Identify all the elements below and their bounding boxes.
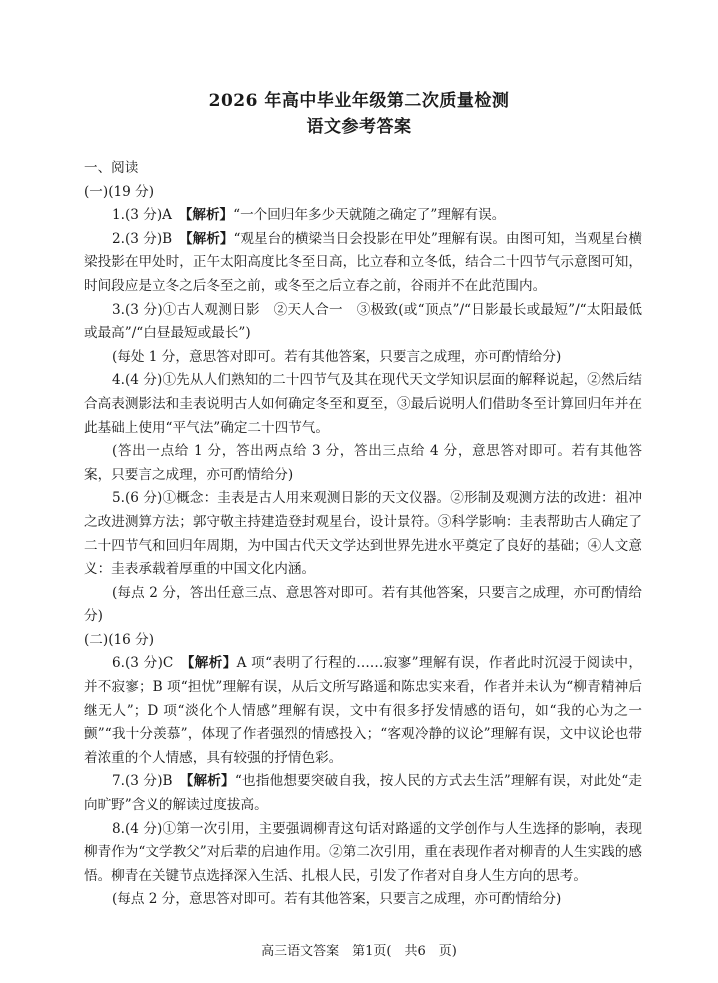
answer-q5: 5.(6 分)①概念：圭表是古人用来观测日影的天文仪器。②形制及观测方法的改进：祖冲之改进测算方法；郭守敬主持建造登封观星台，设计景符。③科学影响：圭表帮助古人确定了二十四节气和回归年周期，为中国古代天文学达到世界先进水平奠定了良好的基础；④人文意义：圭表承载着厚重的中国文化内涵。 [84,490,642,578]
answer-q4: 4.(4 分)①先从人们熟知的二十四节气及其在现代天文学知识层面的解释说起，②然后结合高表测影法和圭表说明古人如何确定冬至和夏至，③最后说明人们借助冬至计算回归年并在此基础上使用“平气法”确定二十四节气。 [84,372,642,436]
document-title: 2026 年高中毕业年级第二次质量检测 [208,91,510,111]
scoring-note-q8: (每点 2 分，意思答对即可。若有其他答案，只要言之成理，亦可酌情给分) [112,891,562,908]
section-reading: 一、阅读 [84,160,139,176]
answer-q6: 6.(3 分)C 【解析】A 项“表明了行程的……寂寥”理解有误，作者此时沉浸于阅读中，并不寂寥；B 项“担忧”理解有误，从后文所写路遥和陈忠实来看，作者并未认为“柳青精神后继无人”；D 项“淡化个人情感”理解有误，文中有很多抒发情感的语句，如“我的心为之一颤”“我十分羡慕”，体现了作者强烈的情感投入；“客观冷静的议论”理解有误，文中议论也带着浓重的个人情感，具有较强的抒情色彩。 [84,655,642,766]
answer-q2: 2.(3 分)B 【解析】“观星台的横梁当日会投影在甲处”理解有误。由图可知，当观星台横梁投影在甲处时，正午太阳高度比冬至日高，比立春和立冬低，结合二十四节气示意图可知，时间段应是立冬之后冬至之前，或冬至之后立春之前，谷雨并不在此范围内。 [84,230,642,294]
scoring-note-q3: (每处 1 分，意思答对即可。若有其他答案，只要言之成理，亦可酌情给分) [112,348,562,365]
part-two-heading: (二)(16 分) [84,631,155,648]
part-one-heading: (一)(19 分) [84,183,155,200]
answer-q8: 8.(4 分)①第一次引用，主要强调柳青这句话对路遥的文学创作与人生选择的影响，表现柳青作为“文学教父”对后辈的启迪作用。②第二次引用，重在表现作者对柳青的人生实践的感悟。柳青在关键节点选择深入生活、扎根人民，引发了作者对自身人生方向的思考。 [84,820,642,884]
page-footer: 高三语文答案 第1页( 共6 页) [261,944,457,959]
scoring-note-q5: (每点 2 分，答出任意三点、意思答对即可。若有其他答案，只要言之成理，亦可酌情给分) [84,584,642,625]
answer-q7: 7.(3 分)B 【解析】“也指他想要突破自我，按人民的方式去生活”理解有误，对此处“走向旷野”含义的解读过度拔高。 [84,773,642,814]
scoring-note-q4: (答出一点给 1 分，答出两点给 3 分，答出三点给 4 分，意思答对即可。若有其他答案，只要言之成理，亦可酌情给分) [84,443,642,483]
answer-q1: 1.(3 分)A 【解析】“一个回归年多少天就随之确定了”理解有误。 [112,207,506,224]
answer-body [84,157,642,912]
answer-q3: 3.(3 分)①古人观测日影 ②天人合一 ③极致(或“顶点”/“日影最长或最短”/“太阳最低或最高”/“白昼最短或最长”) [84,301,642,342]
document-subtitle: 语文参考答案 [306,117,412,137]
